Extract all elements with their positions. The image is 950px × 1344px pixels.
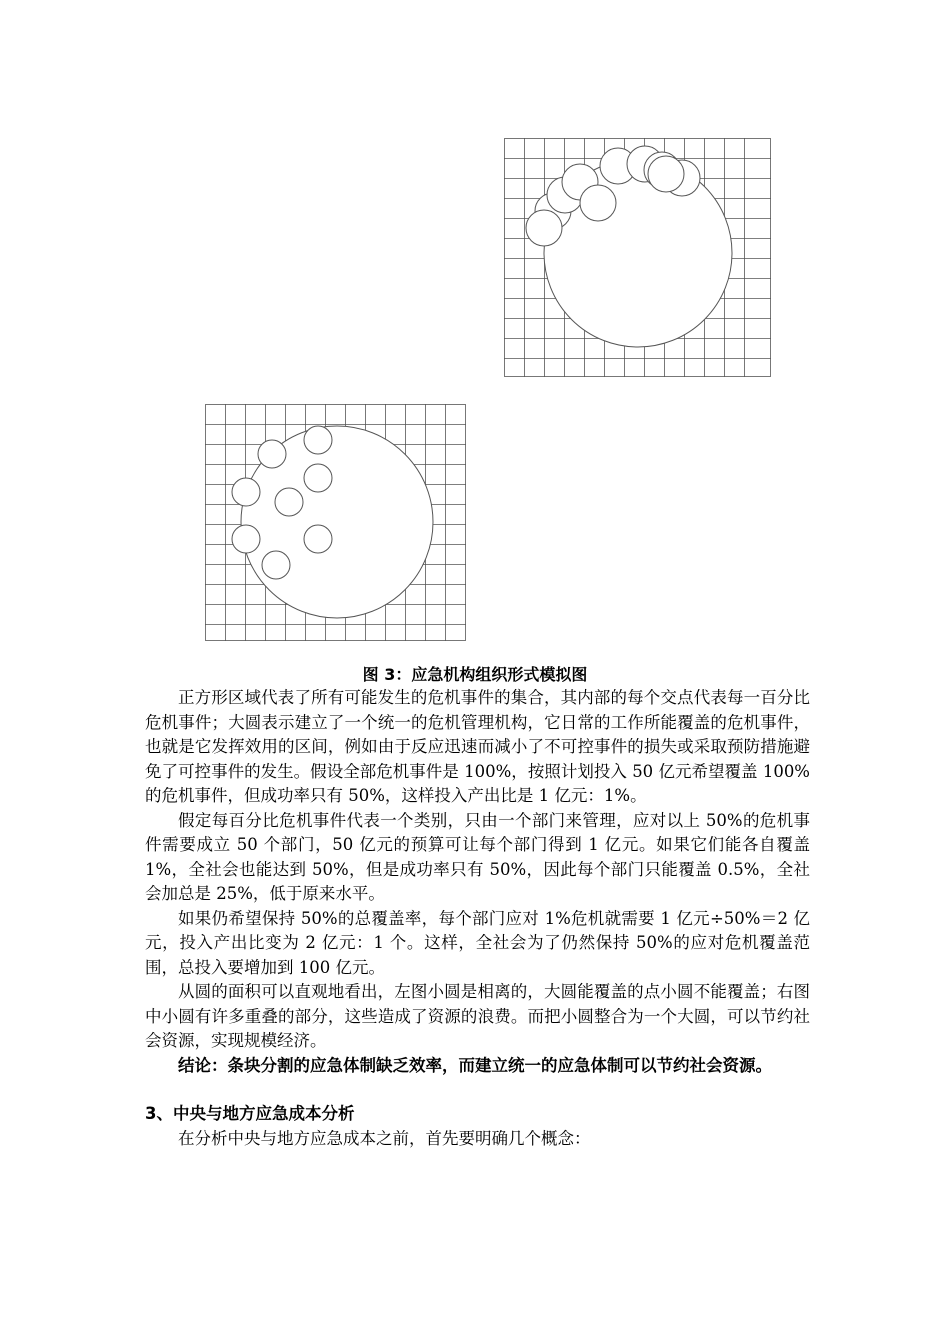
section-intro: 在分析中央与地方应急成本之前，首先要明确几个概念： xyxy=(178,1128,591,1148)
paragraph: 从圆的面积可以直观地看出，左图小圆是相离的，大圆能覆盖的点小圆不能覆盖；右图中小圆有许多重叠的部分，这些造成了资源的浪费。而把小圆整合为一个大圆，可以节约社会资源，实现规模经济。 xyxy=(145,982,810,1050)
small-circle xyxy=(580,185,616,221)
paragraph: 如果仍希望保持 50%的总覆盖率，每个部门应对 1%危机就需要 1 亿元÷50%＝2 亿元，投入产出比变为 2 亿元：1 个。这样，全社会为了仍然保持 50%的应对危机覆盖范围，总投入要增加到 100 亿元。 xyxy=(145,908,810,977)
conclusion: 结论：条块分割的应急体制缺乏效率，而建立统一的应急体制可以节约社会资源。 xyxy=(178,1055,772,1075)
small-circle xyxy=(304,426,332,454)
diagram-overlapping-circles xyxy=(504,138,772,378)
diagram-separate-circles xyxy=(205,404,467,642)
small-circle xyxy=(232,525,260,553)
paragraph: 正方形区域代表了所有可能发生的危机事件的集合，其内部的每个交点代表每一百分比危机事件；大圆表示建立了一个统一的危机管理机构，它日常的工作所能覆盖的危机事件，也就是它发挥效用的区间，例如由于反应迅速而减小了不可控事件的损失或采取预防措施避免了可控事件的发生。假设全部危机事件是 100%，按照计划投入 50 亿元希望覆盖 100%的危机事件，但成功率只有 50%，这样投入产出比是 1 亿元：1%。 xyxy=(145,688,810,805)
figure-caption: 图 3：应急机构组织形式模拟图 xyxy=(362,665,588,684)
small-circle xyxy=(648,156,684,192)
small-circle xyxy=(262,551,290,579)
section-heading: 3、中央与地方应急成本分析 xyxy=(145,1104,355,1123)
small-circle xyxy=(258,440,286,468)
small-circle xyxy=(304,525,332,553)
body-text xyxy=(145,686,810,1151)
small-circle xyxy=(232,478,260,506)
small-circle xyxy=(275,488,303,516)
small-circle xyxy=(304,464,332,492)
paragraph: 假定每百分比危机事件代表一个类别，只由一个部门来管理，应对以上 50%的危机事件需要成立 50 个部门，50 亿元的预算可让每个部门得到 1 亿元。如果它们能各自覆盖 1%，全社会也能达到 50%，但是成功率只有 50%，因此每个部门只能覆盖 0.5%，全社会加总是 25%，低于原来水平。 xyxy=(145,810,810,903)
small-circle xyxy=(526,210,562,246)
